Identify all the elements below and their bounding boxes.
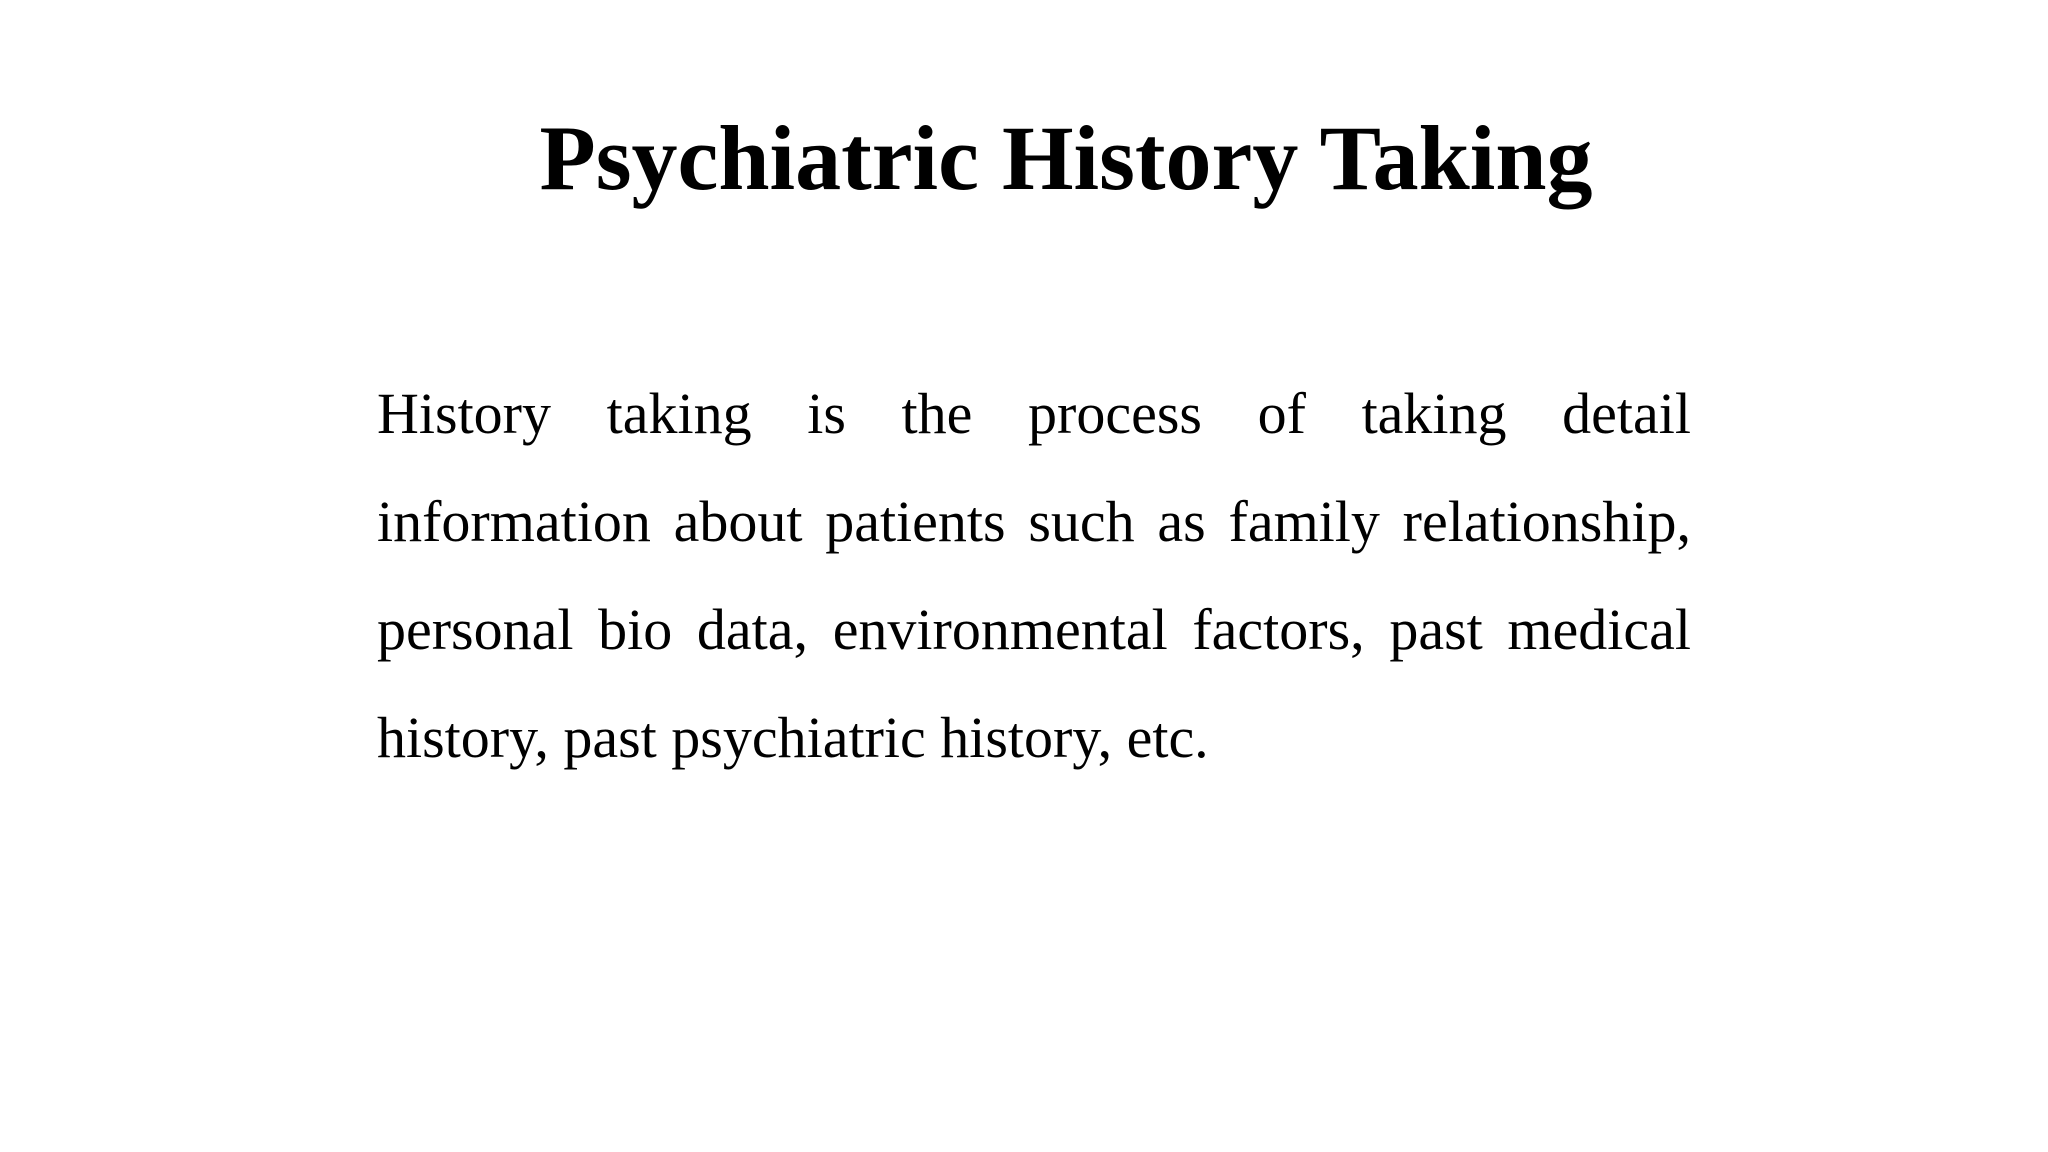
slide-title: Psychiatric History Taking: [539, 107, 1593, 209]
slide-body-text: History taking is the process of taking detail information about patients such as family relationship, personal bio data, environmental factors, past medical history, past psychiatric history, etc.: [377, 381, 1691, 770]
